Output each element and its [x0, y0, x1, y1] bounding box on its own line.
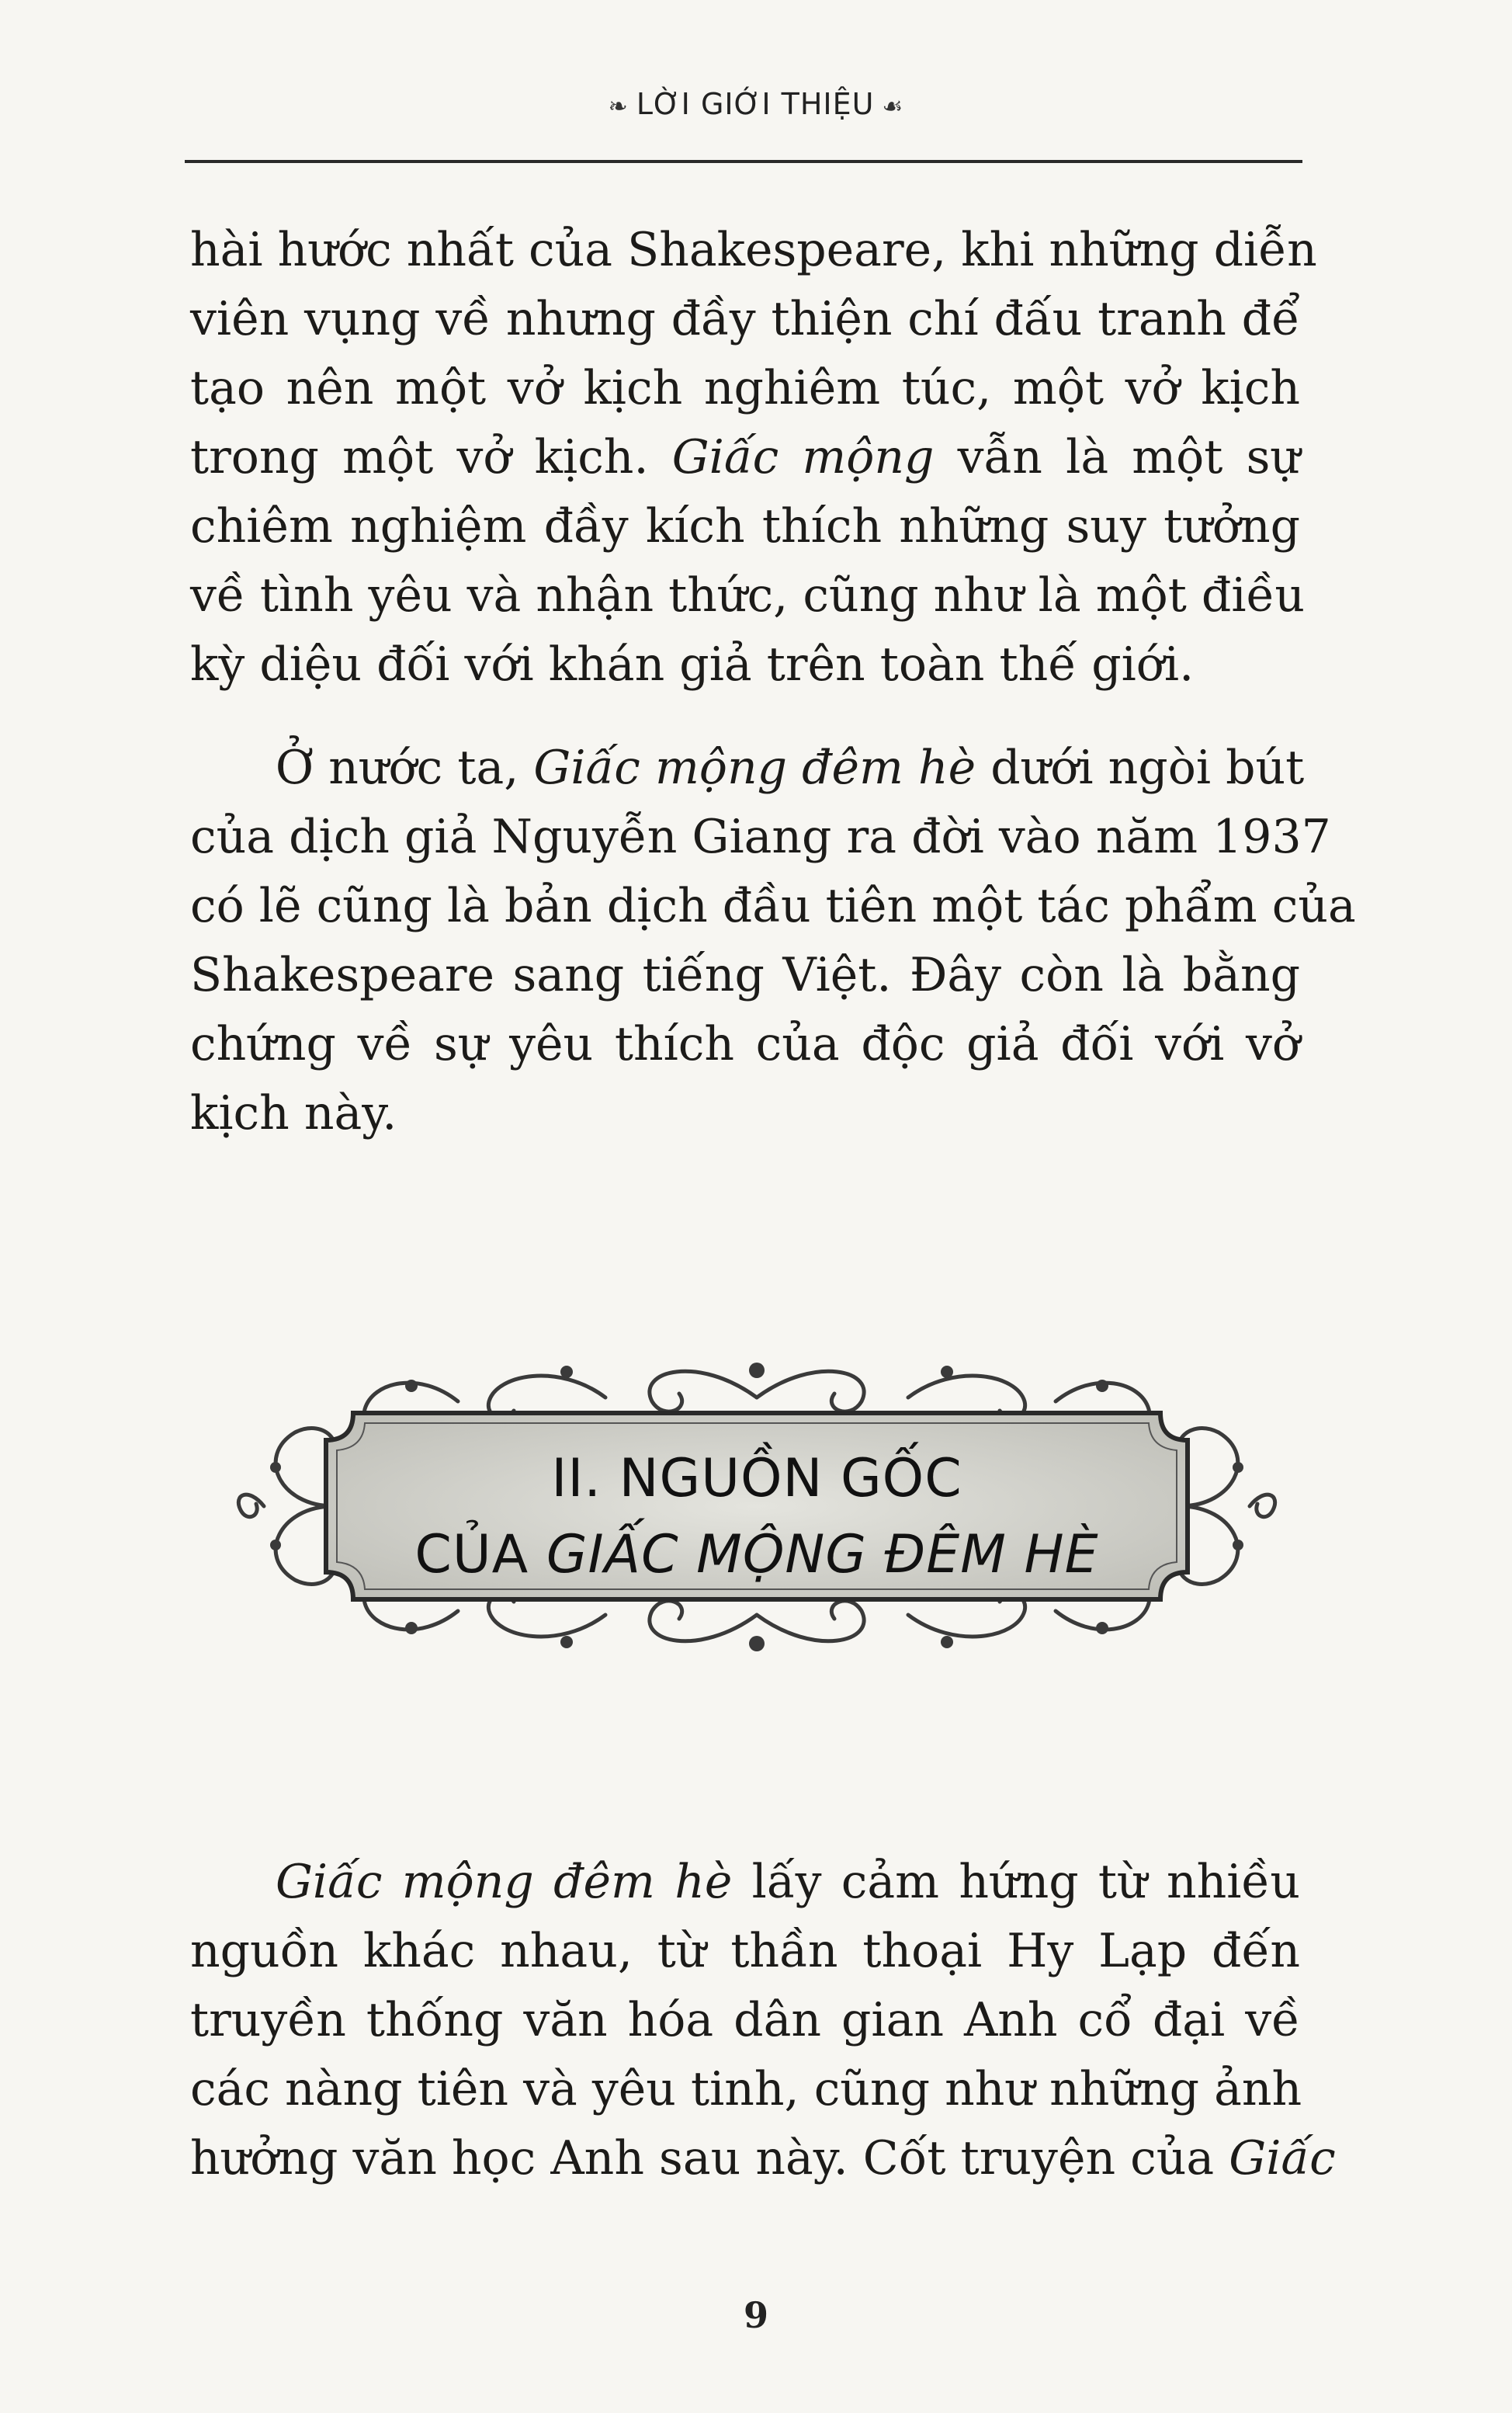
running-header [0, 87, 1512, 121]
left-fleuron-icon: ❧ [608, 93, 629, 120]
page-number: 9 [743, 2294, 768, 2336]
text-line: chiêm nghiệm đầy kích thích những suy tưởng [190, 499, 1300, 554]
text-line: có lẽ cũng là bản dịch đầu tiên một tác phẩm của [190, 879, 1356, 933]
italic-title: Giấc mộng đêm hè [276, 1855, 733, 1909]
text-segment: trong một vở kịch. [190, 430, 649, 484]
text-segment: hưởng văn học Anh sau này. Cốt truyện của [190, 2131, 1215, 2186]
text-line: tạo nên một vở kịch nghiêm túc, một vở kịch [190, 361, 1300, 415]
text-line: truyền thống văn hóa dân gian Anh cổ đại về [190, 1993, 1300, 2047]
text-segment: vẫn là một sự [957, 430, 1301, 484]
text-line [190, 2124, 1336, 2193]
text-line: các nàng tiên và yêu tinh, cũng như những ảnh [190, 2062, 1302, 2116]
chapter-title-line-2 [233, 1524, 1281, 1585]
text-line [190, 1848, 1300, 1917]
text-line: viên vụng về nhưng đầy thiện chí đấu tranh để [190, 292, 1300, 346]
italic-title: Giấc mộng đêm hè [533, 741, 976, 795]
text-line [190, 423, 1300, 492]
header-title: LỜI GIỚI THIỆU [636, 87, 875, 121]
header-rule [185, 160, 1302, 163]
right-fleuron-icon: ☙ [882, 93, 904, 120]
text-line: của dịch giả Nguyễn Giang ra đời vào năm 1937 [190, 810, 1331, 864]
text-line: nguồn khác nhau, từ thần thoại Hy Lạp đến [190, 1924, 1300, 1978]
paragraph-3 [190, 1848, 1336, 2193]
text-segment: dưới ngòi bút [990, 741, 1305, 795]
italic-title: Giấc mộng [671, 430, 935, 484]
chapter-heading [233, 1339, 1281, 1673]
text-line: Shakespeare sang tiếng Việt. Đây còn là bằng [190, 948, 1300, 1002]
text-line: về tình yêu và nhận thức, cũng như là một điều [190, 568, 1306, 623]
chapter-title-line-1: II. NGUỒN GỐC [551, 1448, 962, 1509]
text-line: kỳ diệu đối với khán giả trên toàn thế giới. [190, 637, 1195, 692]
italic-title: Giấc [1229, 2131, 1336, 2186]
paragraph-1 [190, 216, 1317, 700]
text-line: chứng về sự yêu thích của độc giả đối với vở [190, 1017, 1300, 1071]
paragraph-2 [190, 734, 1356, 1148]
italic-title: GIẤC MỘNG ĐÊM HÈ [546, 1524, 1099, 1585]
text-segment: Ở nước ta, [276, 741, 519, 795]
text-line: hài hước nhất của Shakespeare, khi những diễn [190, 223, 1317, 277]
text-line: kịch này. [190, 1086, 397, 1141]
text-line [190, 734, 1305, 803]
text-segment: CỦA [414, 1524, 529, 1585]
text-segment: lấy cảm hứng từ nhiều [751, 1855, 1300, 1909]
